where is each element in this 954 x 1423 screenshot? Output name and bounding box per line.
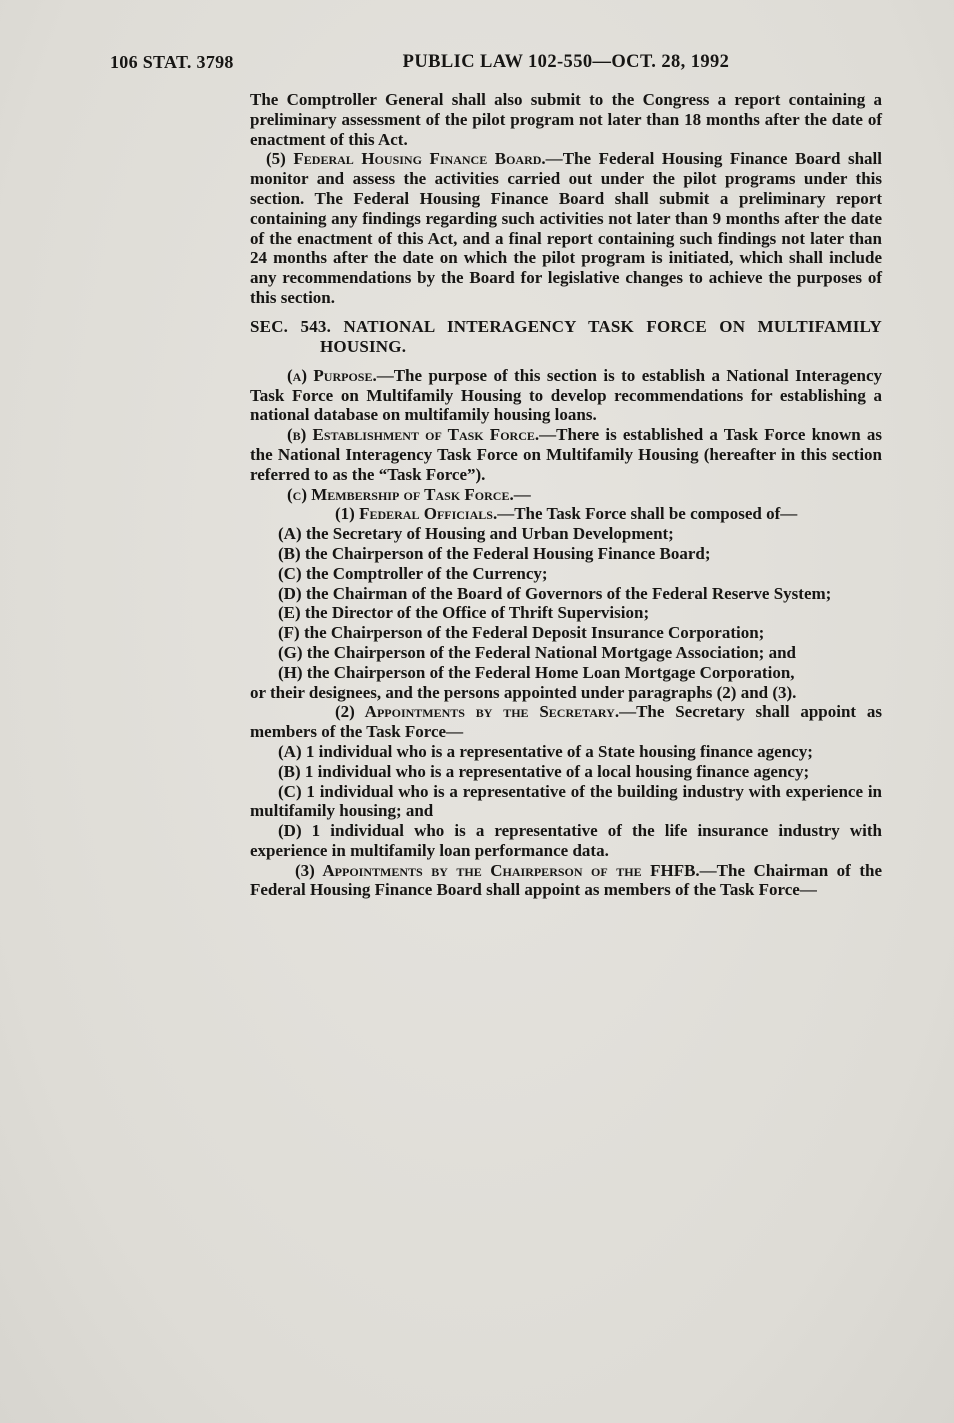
paragraph-c1 xyxy=(250,504,882,524)
subsection-c-lead: (c) Membership of Task Force.— xyxy=(287,484,531,504)
clause-c1-G: (G) the Chairperson of the Federal National Mortgage Association; and xyxy=(278,642,796,662)
paragraph-5 xyxy=(250,149,882,307)
page-header xyxy=(110,52,882,78)
clause-c2-D: (D) 1 individual who is a representative of the life insurance industry with experience in multifamily loan performance data. xyxy=(250,821,882,860)
subsection-b xyxy=(250,425,882,484)
clause-c1-F: (F) the Chairperson of the Federal Deposit Insurance Corporation; xyxy=(278,623,765,643)
paragraph-c1-text: The Task Force shall be composed of— xyxy=(514,504,798,524)
clause-c2-B: (B) 1 individual who is a representative of a local housing finance agency; xyxy=(278,761,810,781)
clause-c1-C: (C) the Comptroller of the Currency; xyxy=(278,563,548,583)
statute-text xyxy=(250,90,882,900)
paragraph-c1-closing: or their designees, and the persons appointed under paragraphs (2) and (3). xyxy=(250,682,797,702)
paragraph-c3-lead: (3) Appointments by the Chairperson of the FHFB.— xyxy=(295,860,717,880)
clause-c1-B: (B) the Chairperson of the Federal Housing Finance Board; xyxy=(278,543,711,563)
section-heading: SEC. 543. NATIONAL INTERAGENCY TASK FORCE ON MULTIFAMILY HOUSING. xyxy=(250,316,882,356)
subsection-b-lead: (b) Establishment of Task Force.— xyxy=(287,425,557,445)
clause-c1-H: (H) the Chairperson of the Federal Home Loan Mortgage Corporation, xyxy=(278,662,795,682)
paragraph-5-lead: (5) Federal Housing Finance Board.— xyxy=(266,149,563,169)
subsection-b-text: There is established a Task Force known as the National Interagency Task Force on Multifamily Housing (hereafter in this section referred to as the “Task Force”). xyxy=(250,425,882,484)
subsection-a-text: The purpose of this section is to establish a National Interagency Task Force on Multifamily Housing to develop recommendations for establishing a national database on multifamily housing loans. xyxy=(250,365,882,425)
paragraph-c2-lead: (2) Appointments by the Secretary.— xyxy=(335,702,637,722)
paragraph-continuation: The Comptroller General shall also submit to the Congress a report containing a preliminary assessment of the pilot program not later than 18 months after the date of enactment of this Act. xyxy=(250,90,882,149)
clause-c1-D: (D) the Chairman of the Board of Governors of the Federal Reserve System; xyxy=(278,583,832,603)
clause-c2-A: (A) 1 individual who is a representative of a State housing finance agency; xyxy=(278,741,813,761)
paragraph-c1-lead: (1) Federal Officials.— xyxy=(335,504,515,524)
paragraph-c2 xyxy=(250,702,882,742)
paragraph-c3 xyxy=(250,861,882,901)
paragraph-5-text: The Federal Housing Finance Board shall monitor and assess the activities carried out under the pilot programs under this section. The Federal Housing Finance Board shall submit a preliminary report containing any findings regarding such activities not later than 9 months after the date of the enactment of this Act, and a final report containing such findings not later than 24 months after the date on which the pilot program is initiated, which shall include any recommendations by the Board for legislative changes to achieve the purposes of this section. xyxy=(250,149,882,307)
subsection-a-lead: (a) Purpose.— xyxy=(287,365,394,385)
law-title: PUBLIC LAW 102-550—OCT. 28, 1992 xyxy=(402,52,730,72)
clause-c2-C: (C) 1 individual who is a representative of the building industry with experience in multifamily housing; and xyxy=(250,781,882,821)
subsection-a xyxy=(250,366,882,425)
paragraph-c2-text: The Secretary shall appoint as members of the Task Force— xyxy=(250,702,882,742)
subsection-c xyxy=(250,485,882,505)
clause-c1-A: (A) the Secretary of Housing and Urban Development; xyxy=(278,524,674,544)
stat-page-number: 106 STAT. 3798 xyxy=(110,52,234,72)
paragraph-c3-text: The Chairman of the Federal Housing Finance Board shall appoint as members of the Task Force— xyxy=(250,860,882,900)
clause-c1-E: (E) the Director of the Office of Thrift Supervision; xyxy=(278,603,650,623)
